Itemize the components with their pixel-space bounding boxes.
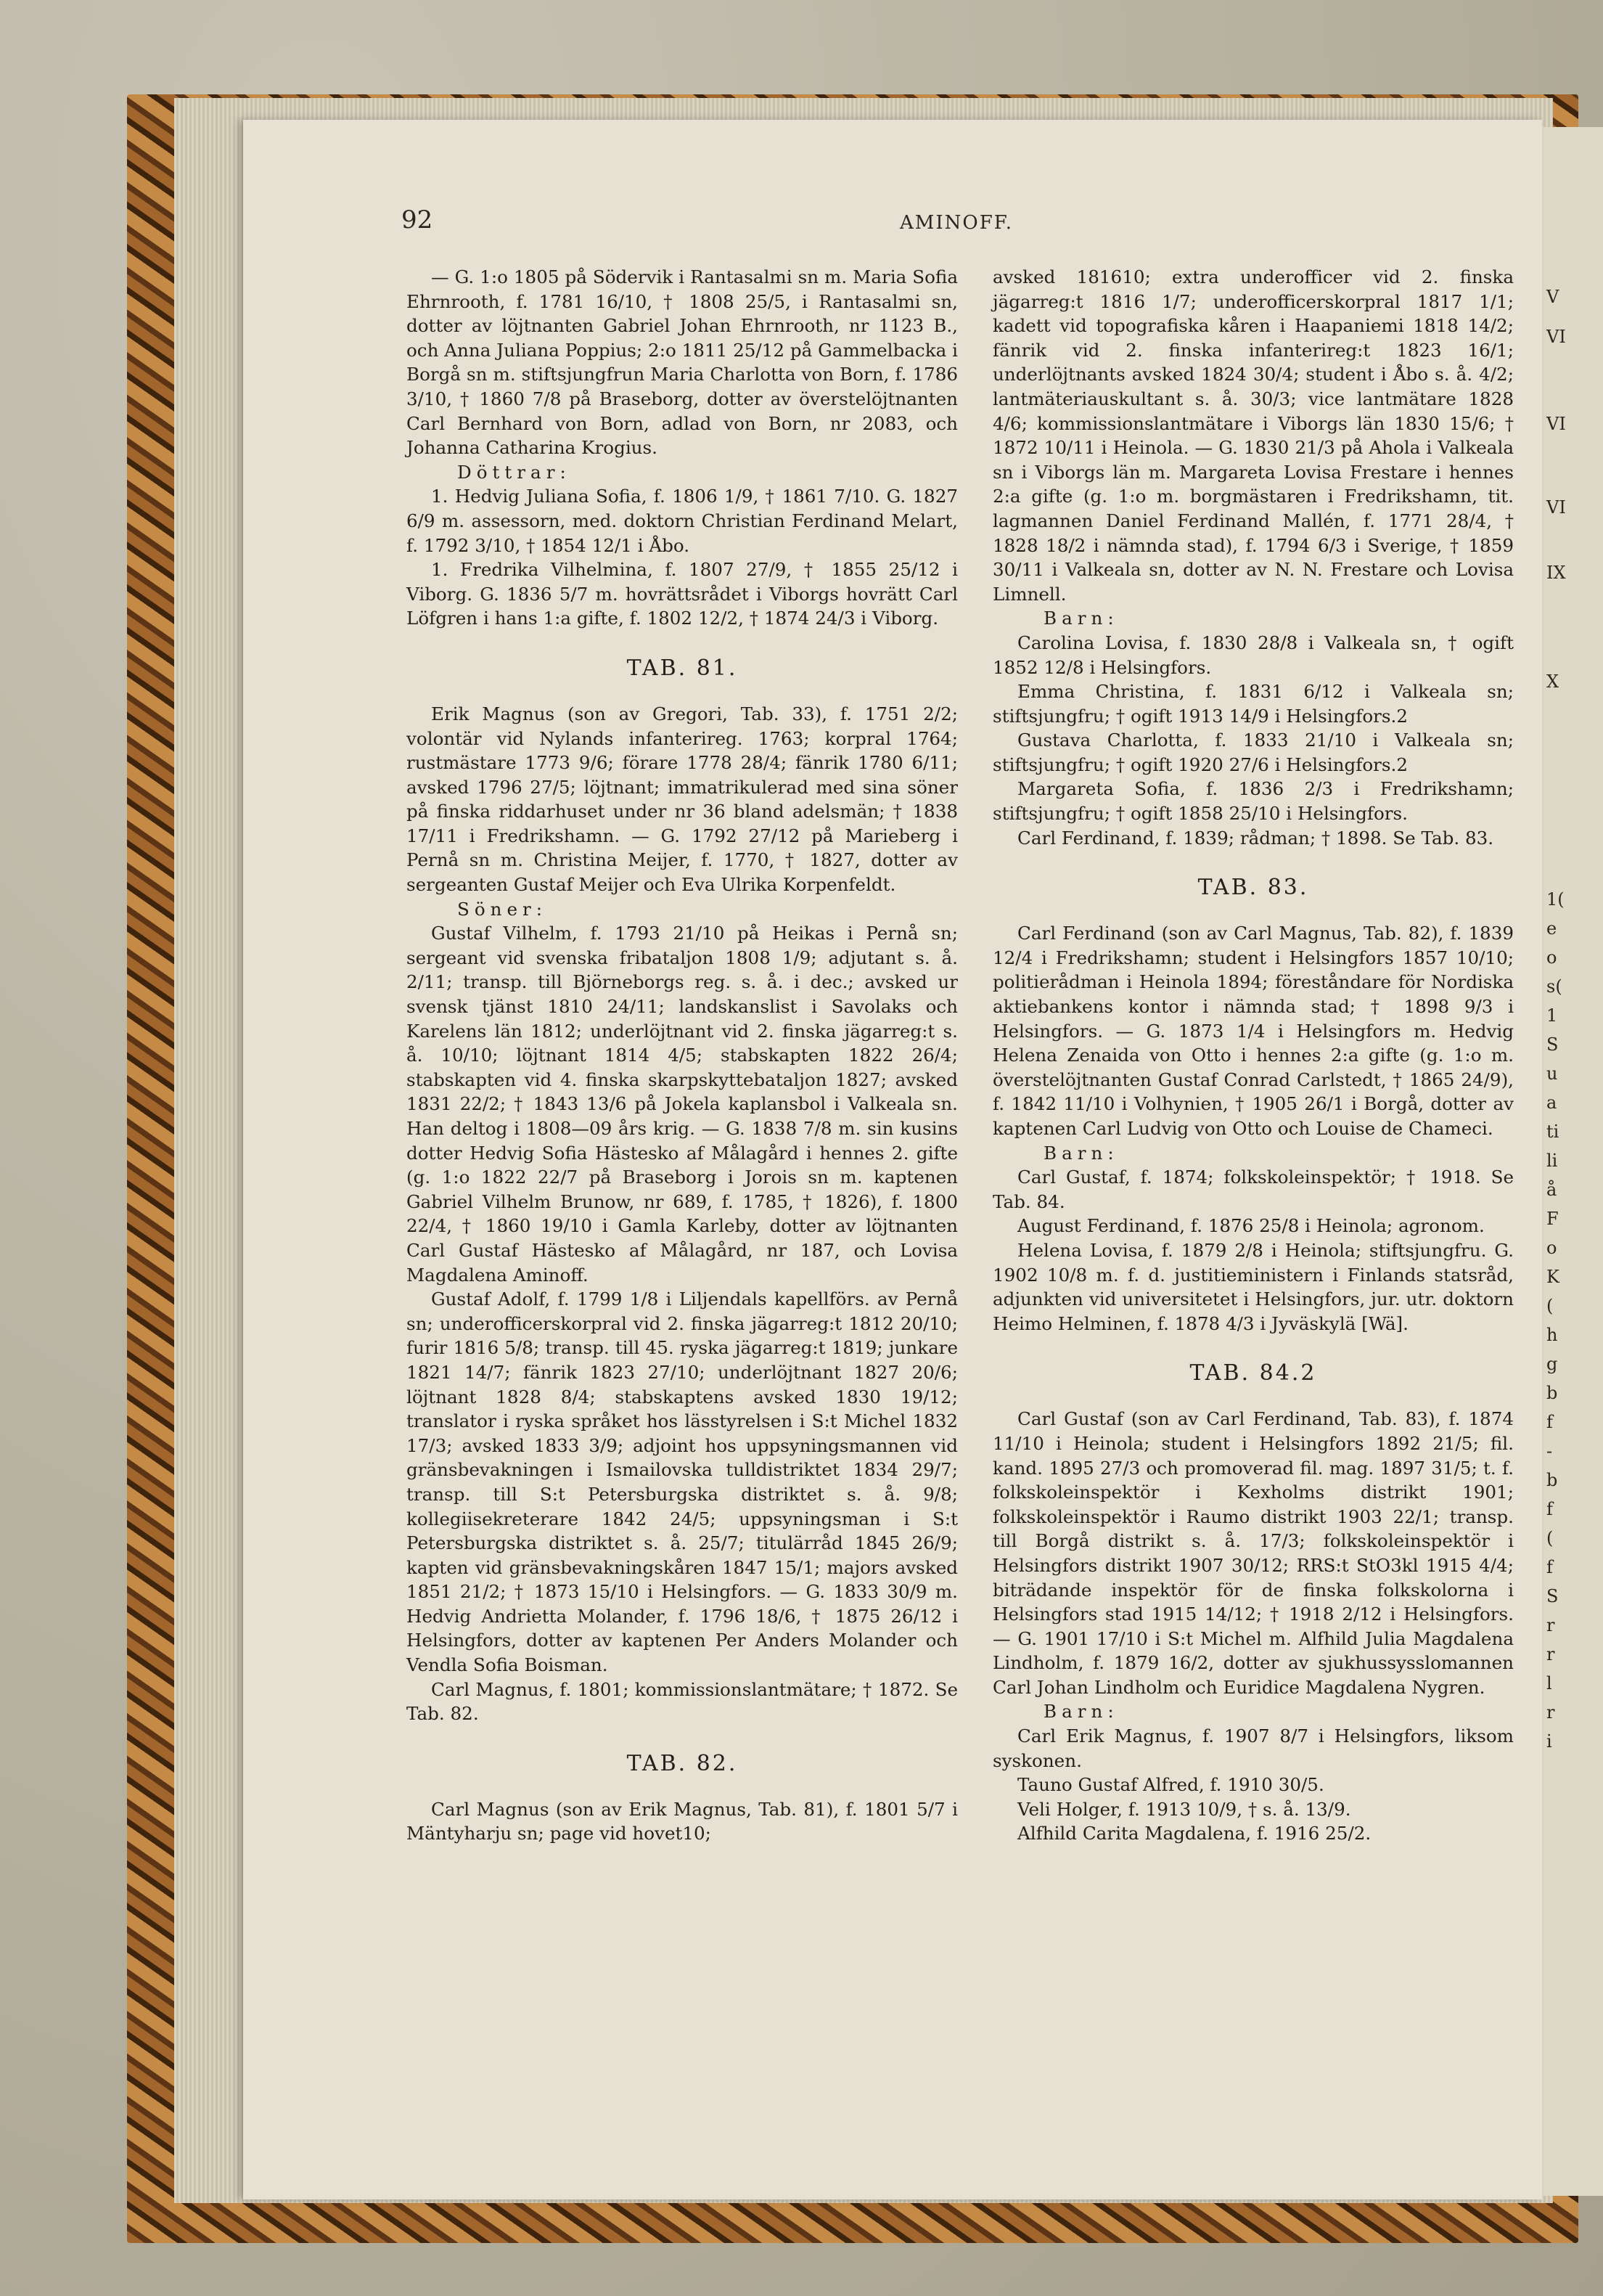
genealogy-paragraph: Tauno Gustaf Alfred, f. 1910 30/5. — [1017, 1774, 1324, 1796]
next-page-text-fragment: a — [1546, 1092, 1557, 1113]
section-subheading: Söner: — [457, 898, 548, 920]
genealogy-paragraph: Carl Gustaf (son av Carl Ferdinand, Tab. 83), f. 1874 11/10 i Heinola; student i Helsingfors 1892 21/5; fil. kand. 1895 27/3 och promoverad fil. mag. 1897 31/5; t. f. folkskoleinspektör i Kexholms distrikt 1901; folkskoleinspektör i Raumo distrikt 1903 22/1; transp. till Borgå distrikt s. å. 17/3; folkskoleinspektör i Helsingfors distrikt 1907 30/12; RRS:t StO3kl 1915 4/4; biträdande inspektör för de finska folkskolorna i Helsingfors stad 1915 14/12; † 1918 2/12 i Helsingfors. — G. 1901 17/10 i S:t Michel m. Alfhild Julia Magdalena Lindholm, f. 1879 16/2, dotter av sjukhussysslomannen Carl Johan Lindholm och Euridice Magdalena Nygren. — [993, 1408, 1514, 1698]
genealogy-paragraph: Margareta Sofia, f. 1836 2/3 i Fredrikshamn; stiftsjungfru; † ogift 1858 25/10 i Helsingfors. — [993, 778, 1514, 825]
next-page-text-fragment: li — [1546, 1151, 1558, 1171]
next-page-text-fragment: å — [1546, 1180, 1557, 1200]
next-page-text-fragment: e — [1546, 918, 1557, 939]
section-subheading: Döttrar: — [457, 461, 571, 483]
next-page-text-fragment: s( — [1546, 976, 1562, 997]
next-page-text-fragment: X — [1546, 671, 1559, 692]
next-page-text-fragment: r — [1546, 1644, 1555, 1664]
genealogy-paragraph: Gustaf Vilhelm, f. 1793 21/10 på Heikas i Pernå sn; sergeant vid svenska fribataljon 1808 1/9; adjutant s. å. 2/11; transp. till Björneborgs reg. s. å. i dec.; avsked ur svensk tjänst 1810 24/11; landskanslist i Savolaks och Karelens län 1812; underlöjtnant vid 2. finska jägarreg:t s. å. 10/10; löjtnant 1814 4/5; stabskapten 1822 26/4; stabskapten vid 4. finska skarpskyttebataljon 1827; avsked 1831 22/2; † 1843 13/6 på Jokela kaplansbol i Valkeala sn. Han deltog i 1808—09 års krig. — G. 1838 7/8 m. sin kusins dotter Hedvig Sofia Hästesko af Målagård i hennes 2. gifte (g. 1:o 1822 22/7 på Braseborg i Jorois sn m. kaptenen Gabriel Vilhelm Brunow, nr 689, f. 1785, † 1826), f. 1800 22/4, † 1860 19/10 i Gamla Karleby, dotter av löjtnanten Carl Gustaf Hästesko af Målagård, nr 187, och Lovisa Magdalena Aminoff. — [406, 923, 958, 1286]
genealogy-paragraph: Alfhild Carita Magdalena, f. 1916 25/2. — [1017, 1823, 1372, 1844]
next-page-text-fragment: b — [1546, 1470, 1558, 1490]
genealogy-paragraph: Veli Holger, f. 1913 10/9, † s. å. 13/9. — [1017, 1798, 1351, 1820]
next-page-text-fragment: ( — [1546, 1528, 1554, 1548]
genealogy-paragraph: Carl Ferdinand (son av Carl Magnus, Tab. 82), f. 1839 12/4 i Fredrikshamn; student i Helsingfors 1857 10/10; politierådman i Heinola 1894; föreståndare för Nordiska aktiebankens kontor i nämnda stad; † 1898 9/3 i Helsingfors. — G. 1873 1/4 i Helsingfors m. Hedvig Helena Zenaida von Otto i hennes 2:a gifte (g. 1:o m. överstelöjtnanten Gustaf Conrad Carlstedt, † 1865 24/9), f. 1842 11/10 i Volhynien, † 1905 26/1 i Borgå, dotter av kaptenen Carl Ludvig von Otto och Louise de Chameci. — [993, 923, 1514, 1139]
next-page-text-fragment: VI — [1546, 327, 1566, 347]
next-page-text-fragment: - — [1546, 1441, 1553, 1461]
table-heading: TAB. 81. — [626, 655, 738, 681]
next-page-text-fragment: o — [1546, 947, 1557, 968]
page-number: 92 — [401, 205, 433, 234]
genealogy-paragraph: Carolina Lovisa, f. 1830 28/8 i Valkeala sn, † ogift 1852 12/8 i Helsingfors. — [993, 632, 1514, 678]
next-page-text-fragment: u — [1546, 1063, 1558, 1084]
next-page-text-fragment: f — [1546, 1412, 1553, 1432]
genealogy-paragraph: Erik Magnus (son av Gregori, Tab. 33), f. 1751 2/2; volontär vid Nylands infanterireg. 1763; korpral 1764; rustmästare 1773 9/6; förare 1778 28/4; fänrik 1780 6/11; avsked 1796 27/5; löjtnant; immatrikulerad med sina söner på finska riddarhuset under nr 36 bland adelsmän; † 1838 17/11 i Fredrikshamn. — G. 1792 27/12 på Marieberg i Pernå sn m. Christina Meijer, f. 1770, † 1827, dotter av sergeanten Gustaf Meijer och Eva Ulrika Korpenfeldt. — [406, 703, 958, 896]
next-page-text-fragment: b — [1546, 1383, 1558, 1403]
next-page-text-fragment: f — [1546, 1557, 1553, 1577]
next-page-text-fragment: g — [1546, 1354, 1558, 1374]
section-subheading: Barn: — [1044, 1701, 1119, 1723]
next-page-text-fragment: S — [1546, 1586, 1559, 1606]
next-page-text-fragment: ti — [1546, 1122, 1559, 1142]
genealogy-paragraph: Carl Erik Magnus, f. 1907 8/7 i Helsingfors, liksom syskonen. — [993, 1725, 1514, 1771]
next-page-text-fragment: r — [1546, 1702, 1555, 1723]
next-page-edge — [1542, 127, 1603, 2196]
genealogy-paragraph: 1. Hedvig Juliana Sofia, f. 1806 1/9, † 1861 7/10. G. 1827 6/9 m. assessorn, med. doktorn Christian Ferdinand Melart, f. 1792 3/10, † 1854 12/1 i Åbo. — [406, 486, 958, 556]
genealogy-paragraph: Gustaf Adolf, f. 1799 1/8 i Liljendals kapellförs. av Pernå sn; underofficerskorpral vid 2. finska jägarreg:t 1812 20/10; furir 1816 5/8; transp. till 45. ryska jägarreg:t 1819; junkare 1821 14/7; fänrik 1823 27/10; underlöjtnant 1827 20/6; löjtnant 1828 8/4; stabskaptens avsked 1830 19/12; translator i ryska språket hos lässtyrelsen i S:t Michel 1832 17/3; avsked 1833 3/9; adjoint hos uppsyningsmannen vid gränsbevakningen i Ismailovska tulldistriktet 1834 29/7; transp. till S:t Petersburgska distriktet s. å. 9/8; kollegiisekreterare 1842 24/5; uppsyningsman i S:t Petersburgska distriktet s. å. 25/7; titulärråd 1845 26/9; kapten vid gränsbevakningskåren 1847 15/1; majors avsked 1851 21/2; † 1873 15/10 i Helsingfors. — G. 1833 30/9 m. Hedvig Andrietta Molander, f. 1796 18/6, † 1875 26/12 i Helsingfors, dotter av kaptenen Per Anders Molander och Vendla Sofia Boisman. — [406, 1288, 958, 1676]
section-subheading: Barn: — [1044, 1142, 1119, 1164]
genealogy-paragraph: avsked 181610; extra underofficer vid 2. finska jägarreg:t 1816 1/7; underofficerskorpral 1817 1/1; kadett vid topografiska kåren i Haapaniemi 1818 14/2; fänrik vid 2. finska infanterireg:t 1823 16/1; underlöjtnants avsked 1824 30/4; student i Åbo s. å. 4/2; lantmäteriauskultant s. å. 30/3; vice lantmätare 1828 4/6; kommissionslantmätare i Viborgs län 1830 15/6; † 1872 10/11 i Heinola. — G. 1830 21/3 på Ahola i Valkeala sn i Viborgs län m. Margareta Lovisa Frestare i hennes 2:a gifte (g. 1:o m. borgmästaren i Fredrikshamn, tit. lagmannen Daniel Ferdinand Mallén, f. 1771 28/4, † 1828 18/2 i nämnda stad), f. 1794 6/3 i Sverige, † 1859 30/11 i Valkeala sn, dotter av N. N. Frestare och Lovisa Limnell. — [993, 266, 1514, 605]
genealogy-paragraph: 1. Fredrika Vilhelmina, f. 1807 27/9, † 1855 25/12 i Viborg. G. 1836 5/7 m. hovrättsrådet i Viborgs hovrätt Carl Löfgren i hans 1:a gifte, f. 1802 12/2, † 1874 24/3 i Viborg. — [406, 559, 958, 629]
table-heading: TAB. 84.2 — [1189, 1360, 1317, 1386]
next-page-text-fragment: VI — [1546, 497, 1566, 518]
genealogy-paragraph: Carl Magnus, f. 1801; kommissionslantmätare; † 1872. Se Tab. 82. — [406, 1678, 958, 1725]
section-subheading: Barn: — [1044, 608, 1119, 629]
next-page-text-fragment: r — [1546, 1615, 1555, 1635]
next-page-text-fragment: 1 — [1546, 1005, 1558, 1026]
next-page-text-fragment: h — [1546, 1325, 1558, 1345]
genealogy-paragraph: August Ferdinand, f. 1876 25/8 i Heinola; agronom. — [1017, 1215, 1485, 1237]
table-heading: TAB. 82. — [626, 1750, 738, 1776]
next-page-text-fragment: S — [1546, 1034, 1559, 1055]
genealogy-paragraph: Gustava Charlotta, f. 1833 21/10 i Valkeala sn; stiftsjungfru; † ogift 1920 27/6 i Helsingfors.2 — [993, 730, 1514, 775]
next-page-text-fragment: F — [1546, 1209, 1559, 1229]
genealogy-paragraph: Emma Christina, f. 1831 6/12 i Valkeala sn; stiftsjungfru; † ogift 1913 14/9 i Helsingfors.2 — [993, 681, 1514, 727]
next-page-text-fragment: 1( — [1546, 889, 1565, 910]
next-page-text-fragment: i — [1546, 1731, 1552, 1752]
table-heading: TAB. 83. — [1197, 875, 1309, 901]
left-column — [406, 265, 958, 1846]
running-head: AMINOFF. — [900, 212, 1014, 234]
genealogy-paragraph: Carl Gustaf, f. 1874; folkskoleinspektör; † 1918. Se Tab. 84. — [993, 1167, 1514, 1212]
next-page-text-fragment: VI — [1546, 414, 1566, 434]
next-page-text-fragment: f — [1546, 1499, 1553, 1519]
next-page-text-fragment: ( — [1546, 1296, 1554, 1316]
next-page-text-fragment: V — [1546, 287, 1559, 307]
next-page-text-fragment: o — [1546, 1238, 1557, 1258]
next-page-text-fragment: K — [1546, 1267, 1559, 1287]
genealogy-paragraph: Carl Ferdinand, f. 1839; rådman; † 1898. Se Tab. 83. — [1017, 827, 1494, 849]
genealogy-paragraph: Helena Lovisa, f. 1879 2/8 i Heinola; stiftsjungfru. G. 1902 10/8 m. f. d. justitieministern i Finlands statsråd, adjunkten vid universitetet i Helsingfors, jur. utr. doktorn Heimo Helminen, f. 1878 4/3 i Jyväskylä [Wä]. — [993, 1239, 1514, 1334]
next-page-text-fragment: l — [1546, 1673, 1552, 1694]
genealogy-paragraph: — G. 1:o 1805 på Södervik i Rantasalmi sn m. Maria Sofia Ehrnrooth, f. 1781 16/10, † 1808 25/5, i Rantasalmi sn, dotter av löjtnanten Gabriel Johan Ehrnrooth, nr 1123 B., och Anna Juliana Poppius; 2:o 1811 25/12 på Gammelbacka i Borgå sn m. stiftsjungfrun Maria Charlotta von Born, f. 1786 3/10, † 1860 7/8 på Braseborg, dotter av överstelöjtnanten Carl Bernhard von Born, adlad von Born, nr 2083, och Johanna Catharina Krogius. — [406, 266, 958, 459]
right-column — [993, 265, 1514, 1846]
next-page-text-fragment: IX — [1546, 563, 1566, 583]
genealogy-paragraph: Carl Magnus (son av Erik Magnus, Tab. 81), f. 1801 5/7 i Mäntyharju sn; page vid hovet10; — [406, 1798, 958, 1844]
